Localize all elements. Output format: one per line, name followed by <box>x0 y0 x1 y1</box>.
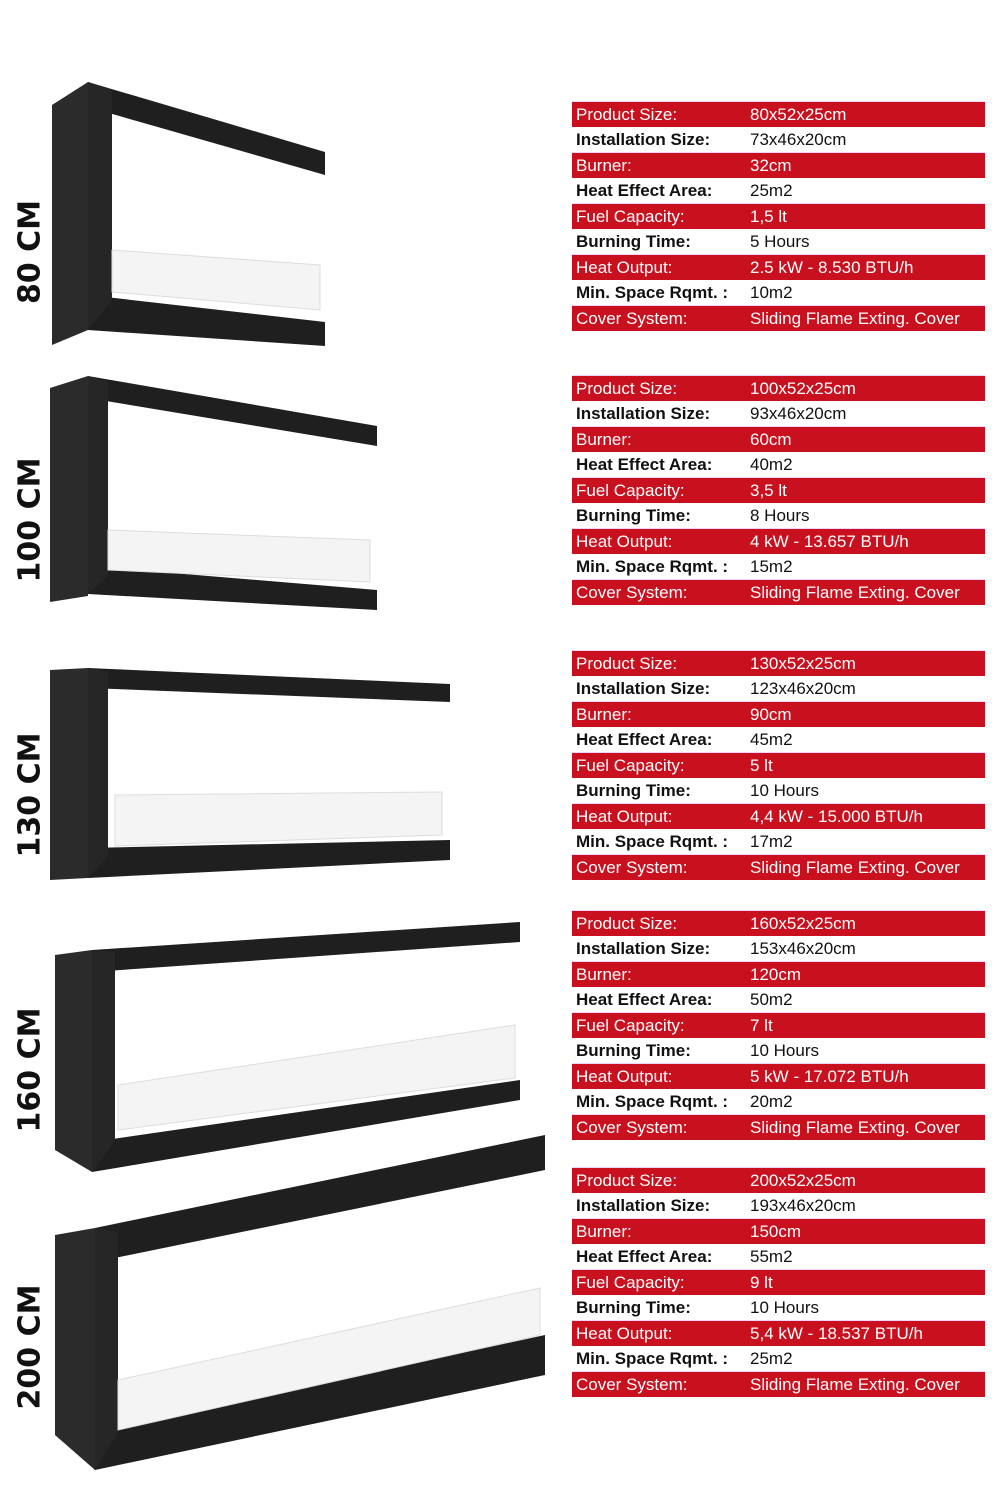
spec-row-product-size <box>572 101 985 127</box>
spec-table <box>572 1167 985 1397</box>
spec-row-heat-effect-area <box>572 452 985 477</box>
spec-value: 120cm <box>750 965 802 984</box>
spec-row-heat-effect-area <box>572 178 985 203</box>
spec-key: Product Size: <box>576 379 678 398</box>
spec-row-cover-system <box>572 1371 985 1397</box>
spec-value: 8 Hours <box>750 506 810 525</box>
size-label: 80 CM <box>12 199 48 305</box>
spec-row-installation-size <box>572 1193 985 1218</box>
spec-key: Burning Time: <box>576 1041 691 1060</box>
spec-row-burning-time <box>572 503 985 528</box>
spec-key: Cover System: <box>576 583 688 602</box>
spec-row-min-space <box>572 1089 985 1114</box>
spec-key: Fuel Capacity: <box>576 481 685 500</box>
spec-value: 90cm <box>750 705 792 724</box>
spec-key: Heat Output: <box>576 1324 673 1343</box>
spec-key: Heat Effect Area: <box>576 455 713 474</box>
spec-row-product-size <box>572 375 985 401</box>
fireplace-glass <box>115 792 442 846</box>
spec-key: Burning Time: <box>576 1298 691 1317</box>
spec-row-heat-output <box>572 803 985 829</box>
spec-row-installation-size <box>572 401 985 426</box>
spec-row-cover-system <box>572 305 985 331</box>
product-100cm <box>0 370 1004 650</box>
spec-value: 20m2 <box>750 1092 793 1111</box>
fireplace-frame-top <box>88 82 325 175</box>
spec-value: 25m2 <box>750 1349 793 1368</box>
fireplace-frame-top <box>92 922 520 972</box>
spec-row-heat-effect-area <box>572 1244 985 1269</box>
spec-key: Burner: <box>576 1222 632 1241</box>
spec-value: 160x52x25cm <box>750 914 856 933</box>
fireplace-image <box>0 1170 560 1506</box>
spec-row-cover-system <box>572 579 985 605</box>
spec-value: Sliding Flame Exting. Cover <box>750 583 960 602</box>
spec-row-installation-size <box>572 936 985 961</box>
spec-value: 55m2 <box>750 1247 793 1266</box>
spec-row-fuel-capacity <box>572 752 985 778</box>
spec-table <box>572 101 985 331</box>
fireplace-frame-top <box>88 668 450 702</box>
size-label: 100 CM <box>12 457 48 583</box>
spec-value: 3,5 lt <box>750 481 787 500</box>
spec-value: 15m2 <box>750 557 793 576</box>
fireplace-frame-top <box>88 376 377 446</box>
spec-key: Min. Space Rqmt. : <box>576 283 729 302</box>
spec-row-heat-output <box>572 528 985 554</box>
fireplace-image <box>0 370 560 650</box>
spec-key: Burner: <box>576 156 632 175</box>
spec-key: Cover System: <box>576 1375 688 1394</box>
spec-value: 93x46x20cm <box>750 404 847 423</box>
spec-key: Cover System: <box>576 858 688 877</box>
spec-row-burning-time <box>572 1295 985 1320</box>
spec-value: 25m2 <box>750 181 793 200</box>
spec-key: Product Size: <box>576 914 678 933</box>
fireplace-back-panel <box>50 668 88 880</box>
spec-value: 5 Hours <box>750 232 810 251</box>
spec-row-fuel-capacity <box>572 477 985 503</box>
spec-row-burner <box>572 152 985 178</box>
spec-value: 45m2 <box>750 730 793 749</box>
spec-value: 2.5 kW - 8.530 BTU/h <box>750 258 914 277</box>
spec-key: Fuel Capacity: <box>576 1016 685 1035</box>
spec-row-heat-effect-area <box>572 987 985 1012</box>
product-200cm <box>0 1170 1004 1506</box>
spec-key: Heat Effect Area: <box>576 1247 713 1266</box>
spec-key: Fuel Capacity: <box>576 1273 685 1292</box>
spec-key: Product Size: <box>576 1171 678 1190</box>
spec-key: Heat Effect Area: <box>576 730 713 749</box>
spec-value: 4 kW - 13.657 BTU/h <box>750 532 909 551</box>
spec-value: Sliding Flame Exting. Cover <box>750 1375 960 1394</box>
fireplace-frame-left <box>88 668 108 878</box>
spec-value: 5,4 kW - 18.537 BTU/h <box>750 1324 923 1343</box>
spec-table <box>572 650 985 880</box>
spec-key: Cover System: <box>576 309 688 328</box>
spec-key: Installation Size: <box>576 679 711 698</box>
spec-value: Sliding Flame Exting. Cover <box>750 309 960 328</box>
spec-table <box>572 910 985 1140</box>
spec-value: 10m2 <box>750 283 793 302</box>
fireplace-image <box>0 910 560 1170</box>
spec-key: Heat Output: <box>576 532 673 551</box>
spec-key: Burner: <box>576 430 632 449</box>
fireplace-frame-left <box>88 376 108 594</box>
fireplace-frame-bottom <box>88 840 450 878</box>
spec-key: Cover System: <box>576 1118 688 1137</box>
spec-key: Burning Time: <box>576 232 691 251</box>
spec-row-heat-output <box>572 1063 985 1089</box>
spec-value: 5 lt <box>750 756 773 775</box>
spec-value: 200x52x25cm <box>750 1171 856 1190</box>
spec-key: Min. Space Rqmt. : <box>576 1092 729 1111</box>
spec-value: 1,5 lt <box>750 207 787 226</box>
spec-row-fuel-capacity <box>572 1012 985 1038</box>
fireplace-frame-left <box>92 950 115 1172</box>
spec-key: Burner: <box>576 965 632 984</box>
fireplace-frame-left <box>95 1228 118 1470</box>
spec-key: Fuel Capacity: <box>576 756 685 775</box>
spec-key: Min. Space Rqmt. : <box>576 1349 729 1368</box>
spec-value: 17m2 <box>750 832 793 851</box>
spec-key: Burner: <box>576 705 632 724</box>
size-label: 200 CM <box>12 1284 48 1410</box>
spec-value: 73x46x20cm <box>750 130 847 149</box>
spec-row-min-space <box>572 554 985 579</box>
product-160cm <box>0 910 1004 1170</box>
spec-key: Heat Output: <box>576 258 673 277</box>
spec-value: 10 Hours <box>750 1041 819 1060</box>
spec-value: Sliding Flame Exting. Cover <box>750 858 960 877</box>
fireplace-back-panel <box>55 950 92 1172</box>
spec-row-product-size <box>572 910 985 936</box>
product-130cm <box>0 650 1004 910</box>
spec-row-heat-effect-area <box>572 727 985 752</box>
spec-row-min-space <box>572 829 985 854</box>
spec-row-heat-output <box>572 254 985 280</box>
spec-row-product-size <box>572 650 985 676</box>
spec-row-min-space <box>572 1346 985 1371</box>
spec-value: 32cm <box>750 156 792 175</box>
spec-value: 40m2 <box>750 455 793 474</box>
spec-value: Sliding Flame Exting. Cover <box>750 1118 960 1137</box>
spec-key: Heat Output: <box>576 1067 673 1086</box>
spec-row-burning-time <box>572 229 985 254</box>
spec-key: Fuel Capacity: <box>576 207 685 226</box>
spec-value: 130x52x25cm <box>750 654 856 673</box>
spec-row-fuel-capacity <box>572 1269 985 1295</box>
spec-value: 100x52x25cm <box>750 379 856 398</box>
spec-value: 80x52x25cm <box>750 105 847 124</box>
spec-value: 10 Hours <box>750 781 819 800</box>
spec-row-heat-output <box>572 1320 985 1346</box>
spec-row-cover-system <box>572 854 985 880</box>
spec-row-burner <box>572 426 985 452</box>
size-label: 160 CM <box>12 1007 48 1133</box>
fireplace-back-panel <box>55 1228 95 1470</box>
fireplace-image <box>0 0 560 370</box>
spec-value: 60cm <box>750 430 792 449</box>
spec-key: Heat Effect Area: <box>576 990 713 1009</box>
spec-row-installation-size <box>572 127 985 152</box>
spec-row-installation-size <box>572 676 985 701</box>
spec-row-burner <box>572 701 985 727</box>
spec-key: Min. Space Rqmt. : <box>576 832 729 851</box>
spec-row-burner <box>572 961 985 987</box>
spec-key: Installation Size: <box>576 130 711 149</box>
spec-value: 4,4 kW - 15.000 BTU/h <box>750 807 923 826</box>
spec-key: Burning Time: <box>576 781 691 800</box>
fireplace-frame-left <box>88 82 112 330</box>
spec-value: 123x46x20cm <box>750 679 856 698</box>
spec-key: Installation Size: <box>576 1196 711 1215</box>
spec-value: 7 lt <box>750 1016 773 1035</box>
fireplace-back-panel <box>52 82 88 345</box>
spec-key: Installation Size: <box>576 404 711 423</box>
spec-row-burning-time <box>572 1038 985 1063</box>
fireplace-glass <box>112 250 320 310</box>
spec-row-cover-system <box>572 1114 985 1140</box>
spec-value: 50m2 <box>750 990 793 1009</box>
spec-row-fuel-capacity <box>572 203 985 229</box>
spec-table <box>572 375 985 605</box>
spec-key: Heat Output: <box>576 807 673 826</box>
spec-row-min-space <box>572 280 985 305</box>
fireplace-back-panel <box>50 376 88 602</box>
size-label: 130 CM <box>12 732 48 858</box>
spec-value: 153x46x20cm <box>750 939 856 958</box>
spec-row-burning-time <box>572 778 985 803</box>
spec-key: Product Size: <box>576 105 678 124</box>
spec-value: 150cm <box>750 1222 802 1241</box>
spec-row-product-size <box>572 1167 985 1193</box>
spec-key: Burning Time: <box>576 506 691 525</box>
spec-value: 10 Hours <box>750 1298 819 1317</box>
fireplace-image <box>0 650 560 910</box>
spec-key: Min. Space Rqmt. : <box>576 557 729 576</box>
spec-key: Product Size: <box>576 654 678 673</box>
spec-row-burner <box>572 1218 985 1244</box>
spec-key: Heat Effect Area: <box>576 181 713 200</box>
spec-value: 5 kW - 17.072 BTU/h <box>750 1067 909 1086</box>
product-80cm <box>0 0 1004 370</box>
spec-key: Installation Size: <box>576 939 711 958</box>
spec-value: 193x46x20cm <box>750 1196 856 1215</box>
spec-value: 9 lt <box>750 1273 773 1292</box>
